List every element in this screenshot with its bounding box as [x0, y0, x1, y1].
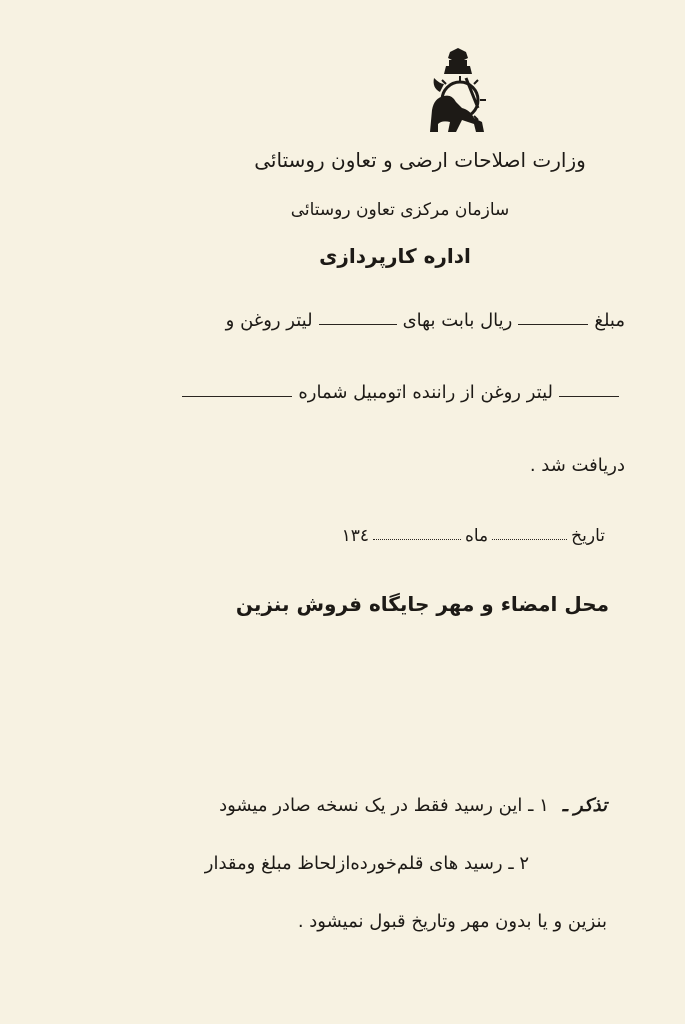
note-title: تذکر ـ [562, 795, 607, 816]
amount-line [226, 310, 625, 331]
year-prefix: ۱۳٤ [341, 526, 369, 546]
signature-location-label: محل امضاء و مهر جایگاه فروش بنزین [235, 592, 609, 616]
note-3-text: بنزین و یا بدون مهر وتاریخ قبول نمیشود . [297, 911, 607, 932]
note-1 [87, 795, 607, 853]
car-number-blank[interactable] [182, 395, 292, 397]
amount-blank[interactable] [518, 323, 588, 325]
month-blank[interactable] [373, 538, 461, 540]
lion-and-sun-emblem-icon [422, 48, 494, 140]
oil-driver-line [176, 382, 625, 403]
amount-label: مبلغ [594, 310, 625, 331]
note-1-text: ۱ ـ این رسید فقط در یک نسخه صادر میشود [219, 795, 549, 816]
month-label: ماه [464, 526, 489, 546]
notes-section [87, 795, 607, 969]
oil-liters-blank[interactable] [559, 395, 619, 397]
department-title: اداره کارپردازی [319, 244, 471, 268]
day-blank[interactable] [492, 538, 567, 540]
ministry-title: وزارت اصلاحات ارضی و تعاون روستائی [254, 148, 586, 172]
liter-oil-and-label: لیتر روغن و [225, 310, 313, 331]
organization-title: سازمان مرکزی تعاون روستائی [290, 200, 510, 220]
rial-label: ریال بابت بهای [402, 310, 513, 331]
liters-blank[interactable] [319, 323, 397, 325]
oil-driver-label: لیتر روغن از راننده اتومبیل شماره [298, 382, 553, 403]
note-2-text: ۲ ـ رسید های قلم‌خورده‌ازلحاظ مبلغ ومقدار [204, 853, 529, 874]
received-text: دریافت شد . [529, 455, 625, 476]
date-line [342, 526, 605, 546]
date-label: تاریخ [571, 526, 605, 546]
